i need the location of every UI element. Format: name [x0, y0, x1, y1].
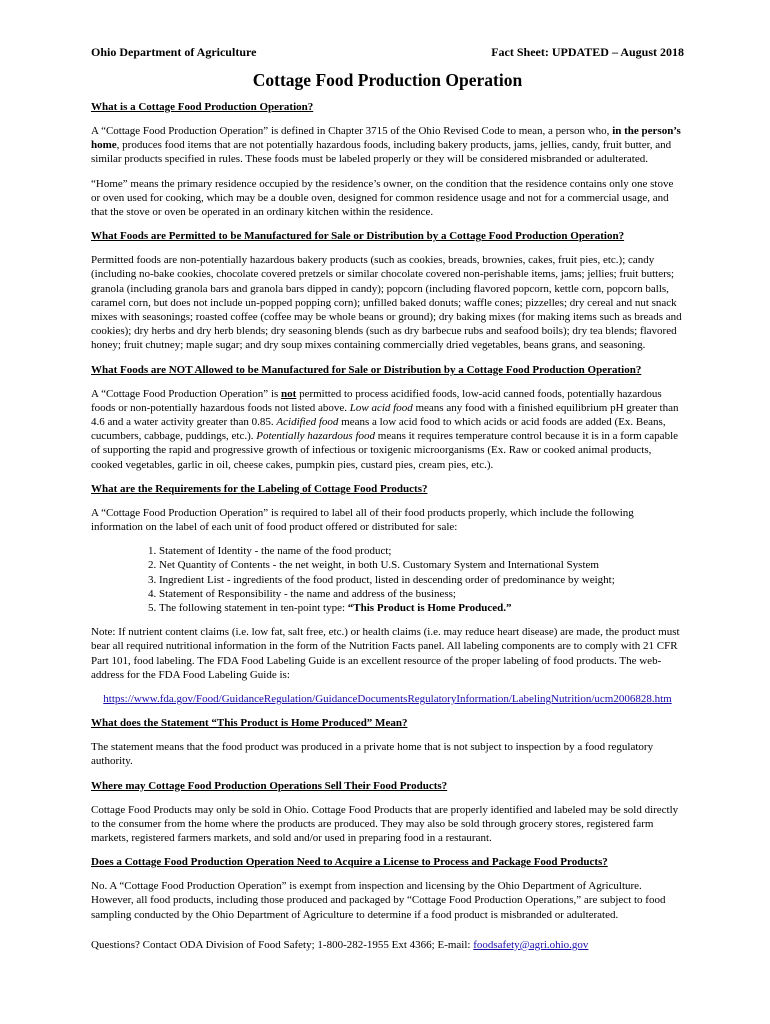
home-produced-statement: “This Product is Home Produced.”	[347, 602, 512, 615]
question-license: Does a Cottage Food Production Operation Need to Acquire a License to Process and Package Food Products?	[91, 856, 608, 869]
permitted-foods-paragraph: Permitted foods are non-potentially hazardous bakery products (such as cookies, breads, brownies, cakes, fruit pies, etc.); candy (including no-bake cookies, chocolate covered pretzels or similar chocolate covered non-perishable items, jams; jellies; fruit butters; granola (including granola bars and granola bars dipped in candy); popcorn (including flavored popcorn, kettle corn, popcorn balls, caramel corn, but does not include un-popped popping corn); unfilled baked donuts; waffle cones; pizzelles; dry cereal and nut snack mixes with seasonings; roasted coffee (coffee may be whole beans or ground); dry baking mixes (for making items such as breads and cookies); dry herbs and dry herb blends; dry seasoning blends (such as dry barbecue rubs and seafood boils); dry tea blends; flavored honey; fruit chutney; maple sugar; and dry soup mixes containing commercially dried vegetables, beans grans, and seasoning.	[91, 254, 682, 352]
home-produced-meaning-paragraph: The statement means that the food product was produced in a private home that is not subject to inspection by a food regulatory authority.	[91, 741, 654, 768]
question-not-allowed-foods: What Foods are NOT Allowed to be Manufactured for Sale or Distribution by a Cottage Food Production Operation?	[91, 363, 642, 376]
list-item: 3. Ingredient List - ingredients of the food product, listed in descending order of predominance by weight;	[159, 573, 684, 587]
term-potentially-hazardous-food: Potentially hazardous food	[256, 430, 376, 443]
term-acidified-food: Acidified food	[276, 416, 339, 429]
question-home-produced-meaning: What does the Statement “This Product is Home Produced” Mean?	[91, 717, 408, 730]
labeling-intro-paragraph: A “Cottage Food Production Operation” is required to label all of their food products properly, which include the following information on the label of each unit of food product offered or distributed for sale:	[91, 506, 634, 534]
list-item: 5. The following statement in ten-point type: “This Product is Home Produced.”	[159, 601, 684, 615]
definition-paragraph: A “Cottage Food Production Operation” is defined in Chapter 3715 of the Ohio Revised Code to mean, a person who, in the person’s home, produces food items that are not potentially hazardous foods, including bakery products, jams, jellies, candy, fruit butter, and similar products specified in rules. These foods must be labeled properly or they will be considered misbranded or adulterated.	[91, 125, 681, 166]
list-item: 2. Net Quantity of Contents - the net weight, in both U.S. Customary System and International System	[159, 558, 684, 572]
fda-guide-url-line	[91, 692, 684, 706]
nutrition-note-paragraph: Note: If nutrient content claims (i.e. low fat, salt free, etc.) or health claims (i.e. may reduce heart disease) are made, the product must bear all required nutritional information in the form of the Nutrition Facts panel. All labeling components are to comply with 21 CFR Part 101, food labeling. The FDA Food Labeling Guide is an excellent resource of the proper labeling of food products. The web-address for the FDA Food Labeling Guide is:	[91, 626, 680, 681]
list-item: 1. Statement of Identity - the name of the food product;	[159, 544, 684, 558]
where-sell-paragraph: Cottage Food Products may only be sold in Ohio. Cottage Food Products that are properly identified and labeled may be sold directly to the consumer from the home where the products are produced. They may also be sold through grocery stores, registered farm markets, registered farmers markets, and sold and/or used in preparing food in a restaurant.	[91, 803, 679, 844]
contact-email-link[interactable]: foodsafety@agri.ohio.gov	[473, 938, 589, 951]
fda-labeling-guide-link[interactable]: https://www.fda.gov/Food/GuidanceRegulation/GuidanceDocumentsRegulatoryInformation/LabelingNutrition/ucm2006828.htm	[103, 693, 672, 706]
term-low-acid-food: Low acid food	[349, 401, 413, 414]
page-title: Cottage Food Production Operation	[252, 70, 523, 90]
home-definition-paragraph: “Home” means the primary residence occupied by the residence’s owner, on the condition that the residence contains only one stove or oven used for cooking, which may be a double oven, designed for common residence usage and not for a commercial usage, and that the stove or oven be operated in an ordinary kitchen within the residence.	[91, 177, 674, 219]
question-labeling-requirements: What are the Requirements for the Labeling of Cottage Food Products?	[91, 482, 428, 495]
page-header	[91, 44, 684, 60]
emphasis-home: in the person’s home	[91, 125, 681, 152]
contact-footer: Questions? Contact ODA Division of Food Safety; 1-800-282-1955 Ext 4366; E-mail: foodsafety@agri.ohio.gov	[91, 938, 589, 951]
question-permitted-foods: What Foods are Permitted to be Manufactured for Sale or Distribution by a Cottage Food Production Operation?	[91, 230, 625, 243]
question-where-sell: Where may Cottage Food Production Operations Sell Their Food Products?	[91, 779, 448, 792]
license-paragraph: No. A “Cottage Food Production Operation” is exempt from inspection and licensing by the Ohio Department of Agriculture. However, all food products, including those produced and packaged by “Cottage Food Production Operations,” are subject to food sampling conducted by the Ohio Department of Agriculture to determine if a food product is misbranded or adulterated.	[91, 880, 666, 921]
header-agency: Ohio Department of Agriculture	[91, 45, 257, 59]
question-what-is: What is a Cottage Food Production Operation?	[91, 101, 314, 113]
list-item: 4. Statement of Responsibility - the name and address of the business;	[159, 587, 684, 601]
labeling-requirements-list	[91, 544, 684, 615]
emphasis-not: not	[281, 387, 297, 400]
not-allowed-paragraph: A “Cottage Food Production Operation” is not permitted to process acidified foods, low-acid canned foods, potentially hazardous foods or non-potentially hazardous foods not listed above. Low acid food means any food with a finished equilibrium pH greater than 4.6 and a water activity greater than 0.85. Acidified food means a low acid food to which acids or acid foods are added (Ex. Beans, cucumbers, cabbage, puddings, etc.). Potentially hazardous food means it requires temperature control because it is in a form capable of supporting the rapid and progressive growth of infectious or toxigenic microorganisms (Ex. Raw or cooked animal products, cooked vegetables, garlic in oil, cheese cakes, pumpkin pies, custard pies, cream pies, etc.).	[91, 387, 679, 471]
header-date: Fact Sheet: UPDATED – August 2018	[491, 45, 684, 59]
